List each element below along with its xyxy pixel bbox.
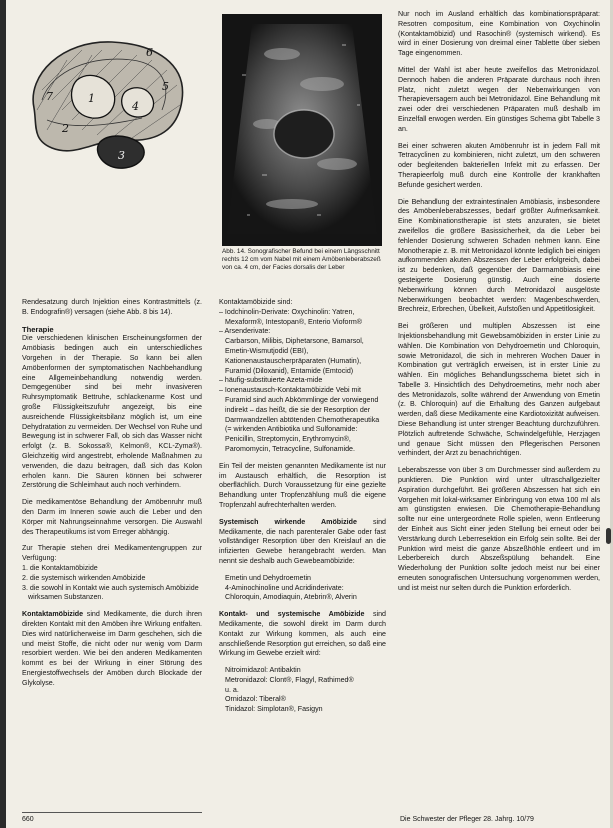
- right-paragraph-4: Die Behandlung der extraintestinalen Amöbiasis, insbesondere des Amöbenleberabszesses, bedarf größter Aufmerksamkeit. Eine Kombinationstherapie ist stets anzuraten, sie bietet zweifellos die größere Basissicherheit, da die Leber bei fehlender Dosierung schweren Schaden nehmen kann. Eine Monotherapie z. B. mit Metronidazol könnte lediglich bei einigen aufkommenden akuten Abszessen der Leber erfolgreich, dabei ist zu bedenken, daß gegenüber der Darmamöbiasis eine gesteigerte Dosierung günstig. Auch eine dosierte Nebenwirkung können durch Metronidazol ausgelöste Nebenwirkungen beobachtet werden: Magenbeschwerden, Brechreiz, Erbrechen, Übelkeit, Aufstoßen und Appetitlosigkeit.: [398, 197, 600, 314]
- sketch-label-6: 6: [146, 46, 153, 59]
- page-number: 660: [22, 816, 34, 823]
- middle-paragraph-2: Ein Teil der meisten genannten Medikamente ist nur im Austausch erhältlich, die Resorption ist oberflächlich. Durch Voraussetzung für eine gezielte Behandlung unter Tropfenzählung muß die eigene Tropfenzahl aufrechterhalten werden.: [219, 461, 386, 509]
- right-paragraph-5: Bei größeren und multiplen Abszessen ist eine Injektionsbehandlung mit Gewebsamöbiziden in erster Linie zu wählen. Die Kombination von Dehydroemetin und Chloroquin, sowie Metronidazol, die sich in mehreren Wochen Dauer in Kombination gut verträglich erweisen, ist in erster Linie zu wählen. Ein mögliches Behandlungsschema bietet sich in Tabelle 3. Hinsichtlich des Dehydroemetins, mehr noch aber des Metronidazols, sollte während der Anwendung von Emetin (z. B. Chloroquin) auf die Erhaltung des Ganzen aufgebaut werden, daß diese Medikamente eine Kardiotoxizität aufweisen. Diese Behandlung ist unter strenger Beachtung durchzuführen. Plötzlich auftretende Schwäche, Schwindelgefühle, Herzjagen und genaue Sicht müssen den Pflegerischen Personen verhindert, der Arzt zu benachrichtigen.: [398, 322, 600, 458]
- list-item: – Iodchinolin-Derivate: Oxychinolin: Yatren, Mexaform®, Intestopan®, Enterio Vioform®: [219, 307, 362, 326]
- list-item: 2. die systemisch wirkenden Amöbizide: [22, 573, 146, 582]
- page-tab-marker: [606, 528, 611, 544]
- right-paragraph-1: Nur noch im Ausland erhältlich das kombinationspräparat: Resotren compositum, eine Kombination von Oxychinolin (Kontaktamöbizid) und Rasochin® (systemisch wirkend). Es wird in einer Dosierung von dreimal einer Tablette über sieben Tage eingenommen.: [398, 10, 600, 58]
- list-item: Tinidazol: Simplotan®, Fasigyn: [225, 705, 323, 714]
- list-item: – häufig-substituierte Azeta-mide: [219, 376, 323, 385]
- right-paragraph-2: Mittel der Wahl ist aber heute zweifellos das Metronidazol. Dennoch haben die anderen Präparate durchaus noch ihren Platz, nicht zuletzt wegen der Nebenwirkungen von Therapieversagern auch bei Metronidazol. Eine Behandlung mit zwei oder drei verschiedenen Präparaten muß deshalb im Einzelfall erwogen werden. Ein günstiges Schema gibt Tabelle 3 an.: [398, 65, 600, 133]
- systemic-paragraph: [219, 518, 386, 567]
- sketch-label-7: 7: [46, 90, 53, 103]
- list-item: – Arsenderivate:: [219, 327, 271, 336]
- medication-groups-list: [22, 564, 202, 603]
- list-item: – Ionenaustausch-Kontaktamöbizide Vebi mit Furamid sind auch Abkömmlinge der vorwiegend indirekt – das heißt, die sie der Resorption der Darmwandzellen abtötenden Chemotherapeutika (= wirkenden Antibiotika und Sulfonamide: Penicillin, Streptomycin, Erythromycin®, Paromomycin, Tetracycline, Sulfonamide.: [219, 386, 380, 453]
- contact-paragraph: [22, 610, 202, 688]
- right-column: [398, 10, 600, 601]
- hand-drawn-sketch-figure: [22, 30, 192, 190]
- combined-heading: Kontakt- und systemische Amöbizide: [219, 610, 365, 619]
- list-item: Chloroquin, Amodiaquin, Atebrin®, Alverin: [225, 593, 357, 602]
- contact-text: sind Medikamente, die durch ihren direkten Kontakt mit den Amöben ihre Wirkung entfalten. Dies wird natürlicherweise im Darm geschehen, sich die und meist Stoffe, die nicht oder nur wenig vom Darm resorbiert werden. Wie bei den anderen Medikamenten kommt es bei der Wirkung in einer Störung des Energiestoffwechsels der Amöben durch Blockade der Glykolyse.: [22, 610, 202, 687]
- list-item: Metronidazol: Clont®, Flagyl, Rathimed®: [225, 675, 354, 684]
- left-column: [22, 298, 202, 695]
- list-item: 4-Aminochinoline und Acridinderivate:: [225, 583, 344, 592]
- page-binding-edge: [0, 0, 6, 828]
- groups-intro: Zur Therapie stehen drei Medikamentengruppen zur Verfügung:: [22, 544, 202, 563]
- contact-heading: Kontaktamöbizide: [22, 610, 84, 619]
- therapy-paragraph-2: Die medikamentöse Behandlung der Amöbenruhr muß den Darm im Inneren sowie auch die Leber und den Körper mit Nahrungseinnahme versorgen. Die Auswahl des Therapeutikums ist vom Erreger abhängig.: [22, 498, 202, 536]
- list-item: Emetin und Dehydroemetin: [225, 573, 311, 582]
- middle-column: [219, 298, 386, 722]
- sketch-label-5: 5: [162, 80, 169, 93]
- contact-amoebicides-list: [219, 308, 386, 455]
- list-item: Ornidazol: Tiberal®: [225, 695, 286, 704]
- list-item: Carbarson, Milibis, Diphetarsone, Bamarsol, Emetin-Wismutjodid (EBI), Kationenaustauscherpräparaten (Humatin), Furamid (Diloxanid), Entamide (Emtocid): [225, 337, 364, 375]
- journal-footer: Die Schwester der Pfleger 28. Jahrg. 10/79: [400, 816, 534, 823]
- sonogram-image: [222, 14, 382, 246]
- sketch-label-4: 4: [132, 100, 139, 113]
- intro-paragraph: Rendesatzung durch Injektion eines Kontrastmittels (z. B. Endografin®) versagen (siehe Abb. 8 bis 14).: [22, 298, 202, 316]
- combined-paragraph: [219, 610, 386, 659]
- footer-rule: [22, 812, 202, 813]
- combined-text: sind Medikamente, die sowohl direkt im Darm durch Kontakt zur Wirkung kommen, als auch eine anschließende Resorption gut erreichen, so daß eine Wirkung im Gewebe erzielt wird:: [219, 610, 386, 658]
- systemic-heading: Systemisch wirkende Amöbizide: [219, 517, 357, 526]
- figure-caption: Abb. 14. Sonografischer Befund bei einem Längsschnitt rechts 12 cm vom Nabel mit einem Amöbenleberabszeß von ca. 4 cm, der Facies dorsalis der Leber: [222, 248, 381, 272]
- list-item: 3. die sowohl in Kontakt wie auch systemisch Amöbizide wirksamen Substanzen.: [22, 583, 199, 602]
- contact-amoebicides-heading: Kontaktamöbizide sind:: [219, 298, 293, 306]
- right-paragraph-3: Bei einer schweren akuten Amöbenruhr ist in jedem Fall mit Tetracyclinen zu kombinieren, nicht zuletzt, um den schweren oder begleitenden bakteriellen Infekt mit zu erfassen. Der Therapieerfolg muß durch eine Kontrolle der krankhaften Befunde gesichert werden.: [398, 141, 600, 189]
- list-item: Nitroimidazol: Antibaktin: [225, 666, 301, 675]
- systemic-list: [219, 574, 386, 603]
- sketch-label-3: 3: [118, 149, 125, 162]
- combined-list: [219, 666, 386, 715]
- right-paragraph-6: Leberabszesse von über 3 cm Durchmesser sind außerdem zu punktieren. Die Punktion wird unter ultraschallgezielter Aspiration durchgeführt. Bei größeren Abszessen hat sich ein Vorgehen mit lokal-wirksamer Einbringung von etwa 100 ml als am günstigsten erwiesen. Die Chemotherapie-Behandlung sollte nur eine untergeordnete Rolle spielen, wenn Entleerung der Einheit aus Sicht einer jeden Stellung bei erneut oder bei Verstärkung durch Leberresektion ein Erfolg sein sollte. Bei der Punktion wird meist die ganze Abszeßhöhle entleert und im Leberbereich durch Abszeßspülung behandelt. Eine Wiederholung der Punktion sollte jedoch meist nur bei einer erneuten sonografischen Untersuchung vorgenommen werden, und ist meist nur selten durch die Punktion erforderlich.: [398, 466, 600, 592]
- list-item: u. a.: [225, 685, 239, 694]
- therapy-heading: Therapie: [22, 324, 54, 334]
- systemic-text: sind Medikamente, die nach parenteraler Gabe oder fast vollständiger Resorption über den Kreislauf an die infizierten Gewebe herangebracht werden. Man nennt sie deshalb auch Gewebeamöbizide:: [219, 517, 386, 565]
- list-item: 1. die Kontaktamöbizide: [22, 563, 98, 572]
- therapy-paragraph: Die verschiedenen klinischen Erscheinungsformen der Amöbiasis bedingen auch ein unterschiedliches Vorgehen in der Therapie. So kann bei allen Amöbenformen der symptomatischen Nachbehandlung eine Allgemeinbehandlung notwendig werden. Demgegenüber sind bei mehr invasiveren Ruhrsymptomatik Bettruhe, schlackenarme Kost und große Flüssigkeitszufuhr angezeigt, bis eine ausreichende Flüssigkeitsbilanz möglich ist, um eine Dehydratation zu vermeiden. Der Wechsel von Ruhe und Bewegung ist in schwerer Fall, ob sich das Wasser nicht erfolgt (z. B. Sokossa®, Kelmon®, KCL-Zyma®). Gleichzeitig wird angestrebt, erholende Maßnahmen zu verwenden, die dazu beitragen, daß sich das Kolon erholen kann. Die Säuren können bei schwerer Zerstörung die Schleimhaut auch noch verhindern.: [22, 334, 202, 490]
- sketch-label-2: 2: [62, 122, 69, 135]
- sketch-label-1: 1: [88, 92, 95, 105]
